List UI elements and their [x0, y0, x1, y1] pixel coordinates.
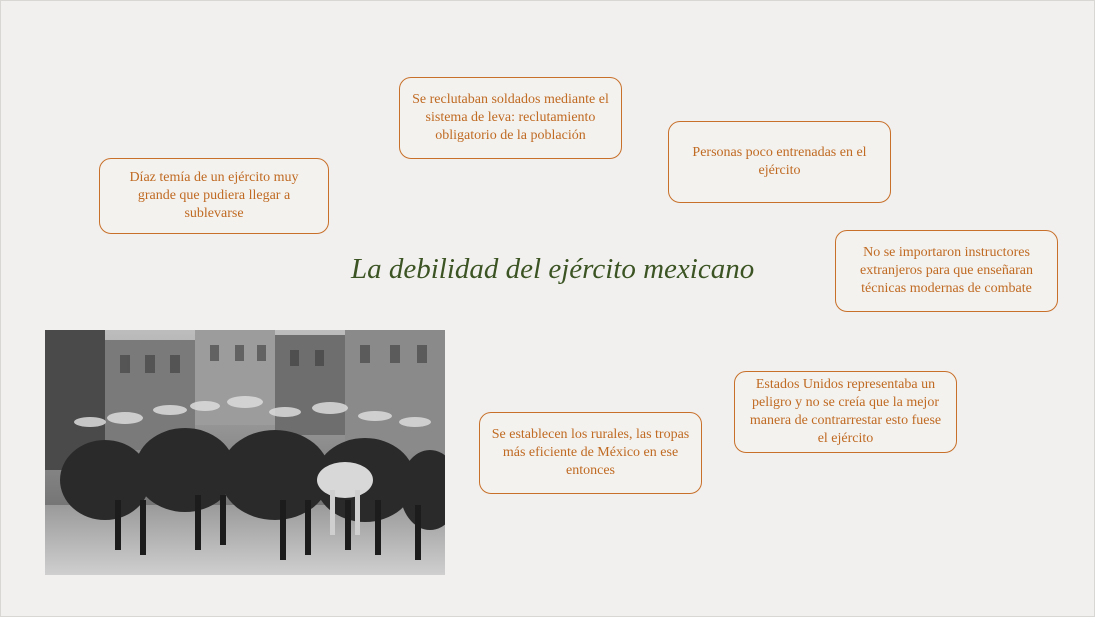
node-instructores-text: No se importaron instructores extranjeros para que enseñaran técnicas modernas de combate — [860, 245, 1033, 296]
node-instructores — [835, 230, 1058, 312]
node-leva-text: Se reclutaban soldados mediante el sistema de leva: reclutamiento obligatorio de la población — [412, 92, 609, 143]
node-rurales — [479, 412, 702, 494]
node-eeuu-text: Estados Unidos representaba un peligro y no se creía que la mejor manera de contrarrestar esto fuese el ejército — [749, 377, 942, 446]
historic-cavalry-photo-icon — [45, 330, 445, 575]
historic-cavalry-photo — [45, 330, 445, 575]
node-diaz — [99, 158, 329, 234]
diagram-title: La debilidad del ejército mexicano — [351, 253, 755, 285]
node-entrenadas-text: Personas poco entrenadas en el ejército — [692, 145, 867, 178]
node-eeuu — [734, 371, 957, 453]
node-leva — [399, 77, 622, 159]
node-diaz-text: Díaz temía de un ejército muy grande que pudiera llegar a sublevarse — [129, 170, 299, 221]
node-entrenadas — [668, 121, 891, 203]
node-rurales-text: Se establecen los rurales, las tropas más eficiente de México en ese entonces — [491, 427, 690, 478]
